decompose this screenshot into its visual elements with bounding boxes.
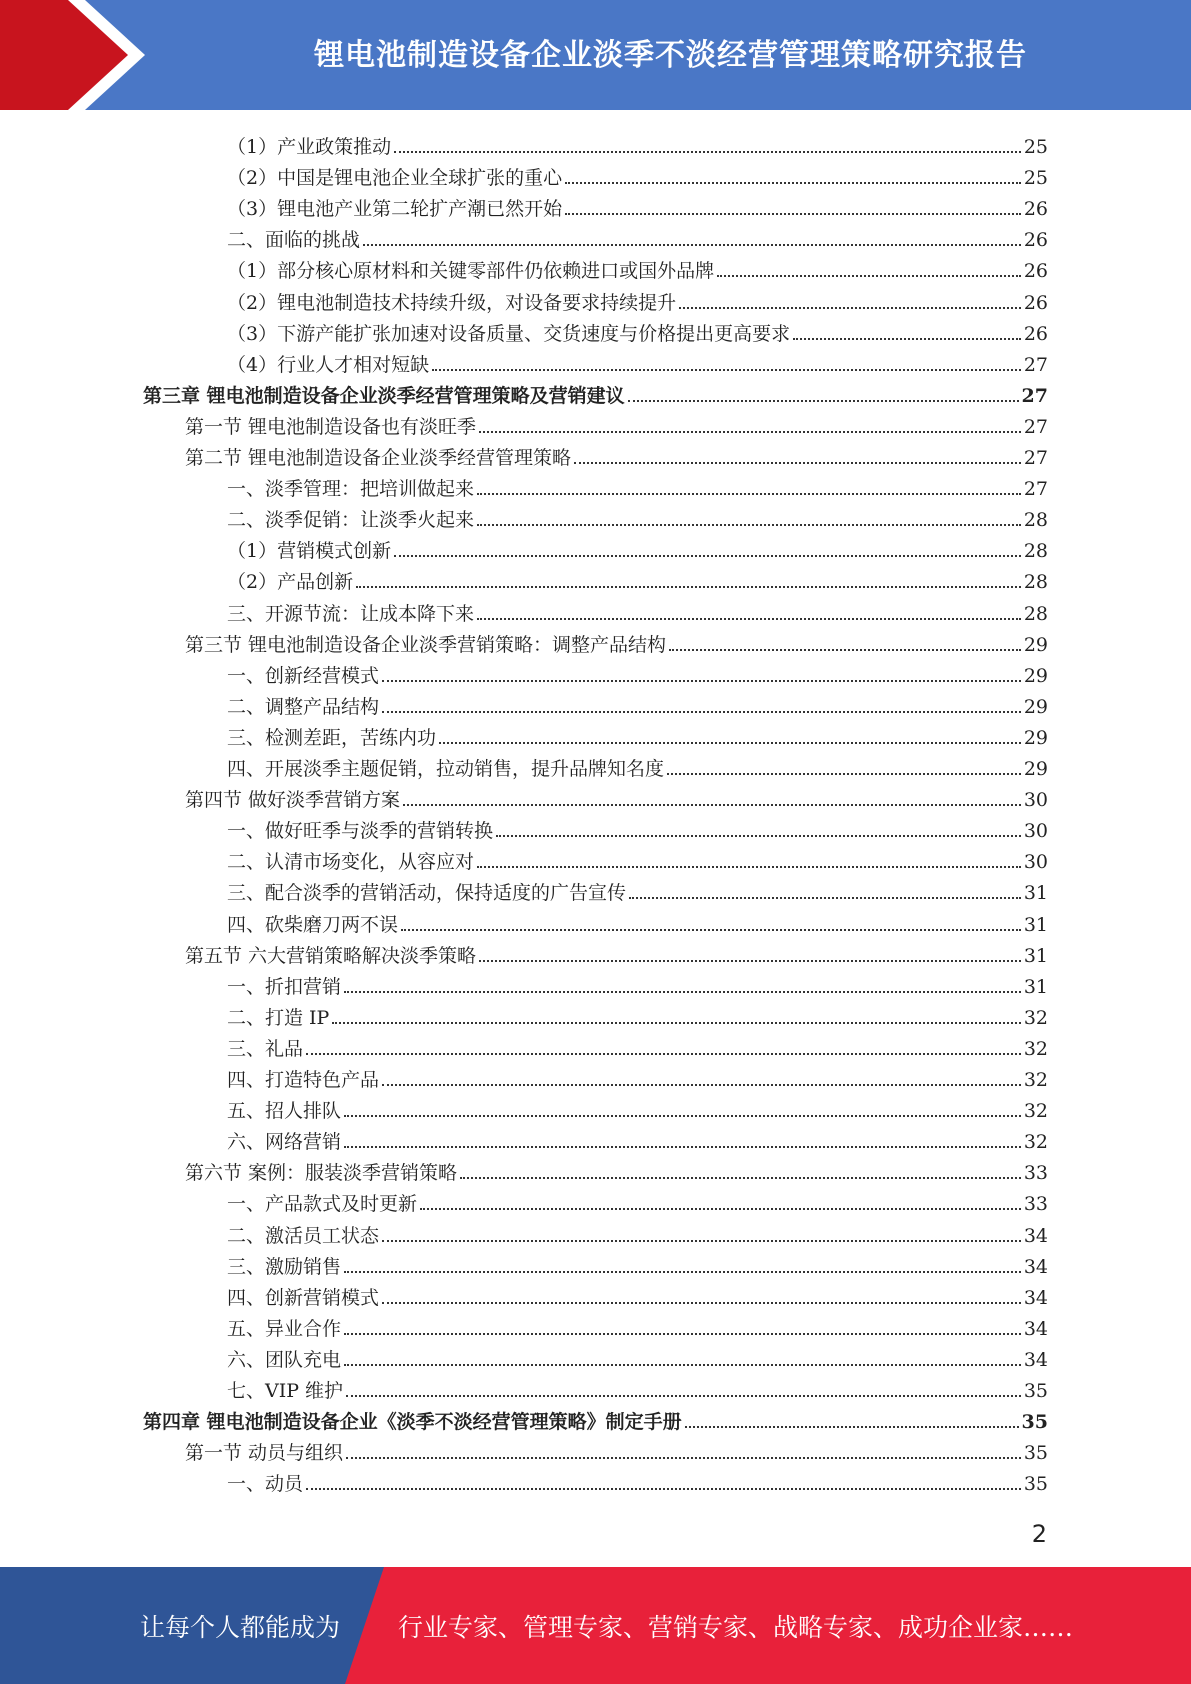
toc-entry[interactable] (227, 500, 1048, 531)
toc-entry[interactable] (227, 158, 1048, 189)
toc-dot-leader (460, 1177, 1021, 1179)
toc-dot-leader (477, 493, 1021, 495)
toc-section-entry[interactable] (185, 936, 1048, 967)
toc-entry[interactable] (227, 905, 1048, 936)
toc-dot-leader (382, 1302, 1021, 1304)
toc-dot-leader (477, 524, 1021, 526)
toc-entry-label: 三、激励销售 (227, 1255, 342, 1278)
toc-dot-leader (565, 213, 1021, 215)
toc-dot-leader (477, 866, 1021, 868)
toc-entry-page: 27 (1023, 447, 1048, 469)
chevron-red-shape (0, 0, 128, 110)
toc-entry-label: （2）锂电池制造技术持续升级，对设备要求持续提升 (227, 291, 677, 314)
toc-entry-label: （3）锂电池产业第二轮扩产潮已然开始 (227, 198, 563, 221)
toc-entry-label: 第三章 锂电池制造设备企业淡季经营管理策略及营销建议 (143, 384, 625, 407)
toc-dot-leader (382, 711, 1021, 713)
toc-entry-label: （4）行业人才相对短缺 (227, 353, 430, 376)
toc-entry-page: 25 (1023, 167, 1048, 190)
toc-dot-leader (332, 1022, 1020, 1024)
toc-chapter-entry[interactable] (143, 1402, 1048, 1433)
toc-entry-page: 31 (1023, 882, 1048, 905)
toc-entry-page: 28 (1023, 602, 1048, 625)
toc-entry-page: 30 (1023, 789, 1048, 812)
toc-entry[interactable] (227, 1184, 1048, 1215)
toc-entry-label: 三、礼品 (227, 1037, 304, 1060)
toc-entry-label: 第四章 锂电池制造设备企业《淡季不淡经营管理策略》制定手册 (143, 1411, 682, 1434)
toc-entry-page: 26 (1023, 322, 1048, 345)
toc-entry[interactable] (227, 220, 1048, 251)
toc-entry-page: 33 (1023, 1162, 1048, 1185)
toc-entry-label: （3）下游产能扩张加速对设备质量、交货速度与价格提出更高要求 (227, 322, 791, 345)
toc-dot-leader (344, 1115, 1021, 1117)
toc-section-entry[interactable] (185, 625, 1048, 656)
toc-entry-label: 三、检测差距，苦练内功 (227, 726, 437, 749)
toc-dot-leader (394, 151, 1021, 153)
toc-entry-page: 32 (1023, 1006, 1048, 1029)
toc-dot-leader (669, 649, 1021, 651)
toc-entry-page: 26 (1023, 198, 1048, 221)
toc-entry-page: 34 (1023, 1317, 1048, 1340)
toc-entry-page: 29 (1023, 695, 1048, 718)
toc-entry-label: 二、面临的挑战 (227, 229, 361, 252)
toc-entry[interactable] (227, 1464, 1048, 1495)
toc-entry[interactable] (227, 1247, 1048, 1278)
toc-entry-label: 一、创新经营模式 (227, 664, 380, 687)
toc-section-entry[interactable] (185, 1433, 1048, 1464)
toc-entry[interactable] (227, 594, 1048, 625)
toc-entry-label: 第一节 动员与组织 (185, 1442, 344, 1465)
toc-dot-leader (306, 1488, 1021, 1490)
toc-entry-label: 二、调整产品结构 (227, 695, 380, 718)
toc-entry-label: 四、创新营销模式 (227, 1286, 380, 1309)
toc-entry-page: 29 (1023, 758, 1048, 780)
toc-entry-page: 30 (1023, 820, 1048, 843)
toc-entry-page: 29 (1023, 726, 1048, 749)
toc-entry-label: （1）产业政策推动 (227, 136, 392, 158)
toc-entry[interactable] (227, 1091, 1048, 1122)
toc-entry-page: 26 (1023, 229, 1048, 252)
toc-entry-page: 34 (1023, 1348, 1048, 1371)
toc-entry-page: 27 (1023, 353, 1048, 376)
footer-slogan-left: 让每个人都能成为 (140, 1612, 341, 1642)
toc-entry-label: （2）中国是锂电池企业全球扩张的重心 (227, 167, 563, 190)
toc-entry-page: 35 (1021, 1411, 1048, 1434)
toc-entry-page: 28 (1023, 509, 1048, 532)
toc-entry[interactable] (227, 251, 1048, 282)
toc-entry-page: 27 (1023, 478, 1048, 501)
toc-entry[interactable] (227, 687, 1048, 718)
toc-dot-leader (344, 1333, 1021, 1335)
toc-dot-leader (382, 1240, 1021, 1242)
toc-dot-leader (394, 555, 1021, 557)
toc-entry-label: 第三节 锂电池制造设备企业淡季营销策略：调整产品结构 (185, 633, 667, 656)
toc-entry[interactable] (227, 1309, 1048, 1340)
toc-dot-leader (793, 338, 1021, 340)
toc-entry[interactable] (227, 127, 1048, 158)
toc-entry-label: 六、网络营销 (227, 1131, 342, 1154)
toc-entry-page: 33 (1023, 1193, 1048, 1216)
toc-entry[interactable] (227, 749, 1048, 780)
toc-entry[interactable] (227, 314, 1048, 345)
page-number: 2 (1031, 1520, 1047, 1548)
toc-dot-leader (439, 742, 1021, 744)
toc-entry[interactable] (227, 842, 1048, 873)
toc-section-entry[interactable] (185, 438, 1048, 469)
toc-entry-page: 26 (1023, 291, 1048, 314)
toc-entry[interactable] (227, 1216, 1048, 1247)
toc-dot-leader (356, 586, 1021, 588)
toc-entry-page: 31 (1023, 944, 1048, 967)
toc-entry-page: 35 (1023, 1380, 1048, 1402)
toc-entry[interactable] (227, 873, 1048, 904)
toc-entry[interactable] (227, 1029, 1048, 1060)
toc-dot-leader (496, 835, 1021, 837)
toc-entry-label: 一、做好旺季与淡季的营销转换 (227, 820, 494, 843)
toc-entry-page: 32 (1023, 1037, 1048, 1060)
toc-entry[interactable] (227, 189, 1048, 220)
toc-entry[interactable] (227, 345, 1048, 376)
toc-entry-label: 二、认清市场变化，从容应对 (227, 851, 475, 874)
toc-dot-leader (403, 804, 1021, 806)
toc-entry-label: 第五节 六大营销策略解决淡季策略 (185, 944, 477, 967)
toc-entry[interactable] (227, 1340, 1048, 1371)
footer-slogan-right: 行业专家、管理专家、营销专家、战略专家、成功企业家…… (398, 1612, 1074, 1642)
toc-entry[interactable] (227, 811, 1048, 842)
toc-entry-page: 29 (1023, 633, 1048, 656)
toc-dot-leader (629, 897, 1021, 899)
toc-entry-label: 二、淡季促销：让淡季火起来 (227, 509, 475, 532)
toc-dot-leader (717, 275, 1021, 277)
toc-entry[interactable] (227, 469, 1048, 500)
toc-entry-page: 35 (1023, 1442, 1048, 1465)
toc-entry-page: 27 (1023, 415, 1048, 438)
toc-entry-page: 31 (1023, 975, 1048, 998)
toc-entry[interactable] (227, 718, 1048, 749)
toc-entry-page: 27 (1021, 384, 1048, 407)
toc-dot-leader (574, 462, 1021, 464)
toc-entry-label: （1）部分核心原材料和关键零部件仍依赖进口或国外品牌 (227, 260, 715, 283)
toc-entry-label: 第一节 锂电池制造设备也有淡旺季 (185, 415, 477, 438)
toc-entry-page: 35 (1023, 1473, 1048, 1496)
toc-section-entry[interactable] (185, 407, 1048, 438)
toc-entry[interactable] (227, 998, 1048, 1029)
toc-section-entry[interactable] (185, 1153, 1048, 1184)
toc-entry-label: 五、异业合作 (227, 1317, 342, 1340)
toc-dot-leader (628, 400, 1019, 402)
toc-dot-leader (344, 1364, 1021, 1366)
toc-entry-label: 四、打造特色产品 (227, 1069, 380, 1091)
toc-entry-label: 四、砍柴磨刀两不误 (227, 913, 399, 936)
toc-entry-page: 34 (1023, 1286, 1048, 1309)
toc-dot-leader (479, 431, 1021, 433)
toc-entry[interactable] (227, 1060, 1048, 1091)
toc-entry[interactable] (227, 283, 1048, 314)
toc-dot-leader (344, 1146, 1021, 1148)
toc-entry-page: 28 (1023, 540, 1048, 563)
toc-chapter-entry[interactable] (143, 376, 1048, 407)
toc-entry-page: 31 (1023, 913, 1048, 936)
toc-entry-label: 五、招人排队 (227, 1100, 342, 1123)
toc-entry-page: 28 (1023, 571, 1048, 594)
toc-entry[interactable] (227, 562, 1048, 593)
toc-dot-leader (306, 1053, 1021, 1055)
toc-entry-label: 一、淡季管理：把培训做起来 (227, 478, 475, 501)
toc-entry[interactable] (227, 1122, 1048, 1153)
toc-dot-leader (679, 307, 1021, 309)
toc-entry-label: 四、开展淡季主题促销，拉动销售，提升品牌知名度 (227, 758, 665, 780)
toc-entry-page: 34 (1023, 1224, 1048, 1247)
toc-dot-leader (344, 1271, 1021, 1273)
toc-entry-label: 一、产品款式及时更新 (227, 1193, 418, 1216)
toc-entry-page: 26 (1023, 260, 1048, 283)
toc-entry-page: 29 (1023, 664, 1048, 687)
toc-dot-leader (420, 1208, 1021, 1210)
toc-entry-page: 34 (1023, 1255, 1048, 1278)
toc-entry[interactable] (227, 1371, 1048, 1402)
toc-dot-leader (382, 1084, 1021, 1086)
header-bar (0, 0, 1191, 110)
toc-entry-page: 32 (1023, 1100, 1048, 1123)
toc-entry-label: （1）营销模式创新 (227, 540, 392, 563)
toc-dot-leader (346, 1395, 1021, 1397)
toc-dot-leader (382, 680, 1021, 682)
toc-section-entry[interactable] (185, 780, 1048, 811)
toc-entry[interactable] (227, 1278, 1048, 1309)
toc-entry-label: 七、VIP 维护 (227, 1380, 344, 1402)
toc-entry-page: 32 (1023, 1131, 1048, 1154)
toc-dot-leader (667, 773, 1021, 775)
toc-entry-page: 32 (1023, 1069, 1048, 1091)
toc-dot-leader (477, 618, 1021, 620)
toc-entry-page: 25 (1023, 136, 1048, 158)
header-chevron-graphic (0, 0, 160, 110)
toc-entry[interactable] (227, 531, 1048, 562)
toc-dot-leader (346, 1457, 1021, 1459)
toc-entry-label: 一、动员 (227, 1473, 304, 1496)
toc-dot-leader (479, 960, 1021, 962)
toc-entry-label: 三、配合淡季的营销活动，保持适度的广告宣传 (227, 882, 627, 905)
toc-entry-label: 三、开源节流：让成本降下来 (227, 602, 475, 625)
toc-entry-label: 六、团队充电 (227, 1348, 342, 1371)
toc-entry[interactable] (227, 967, 1048, 998)
report-title: 锂电池制造设备企业淡季不淡经营管理策略研究报告 (314, 38, 1027, 73)
toc-entry-label: 第二节 锂电池制造设备企业淡季经营管理策略 (185, 447, 572, 469)
toc-entry-label: 第六节 案例：服装淡季营销策略 (185, 1162, 458, 1185)
toc-dot-leader (685, 1426, 1019, 1428)
toc-entry-label: 一、折扣营销 (227, 975, 342, 998)
toc-dot-leader (401, 929, 1021, 931)
toc-dot-leader (344, 991, 1021, 993)
toc-entry[interactable] (227, 656, 1048, 687)
toc-entry-page: 30 (1023, 851, 1048, 874)
toc-entry-label: （2）产品创新 (227, 571, 354, 594)
footer-bar (0, 1567, 1191, 1684)
toc-entry-label: 二、激活员工状态 (227, 1224, 380, 1247)
toc-dot-leader (565, 182, 1021, 184)
toc-dot-leader (363, 244, 1021, 246)
toc-entry-label: 二、打造 IP (227, 1006, 330, 1029)
toc-dot-leader (432, 369, 1021, 371)
toc-entry-label: 第四节 做好淡季营销方案 (185, 789, 401, 812)
